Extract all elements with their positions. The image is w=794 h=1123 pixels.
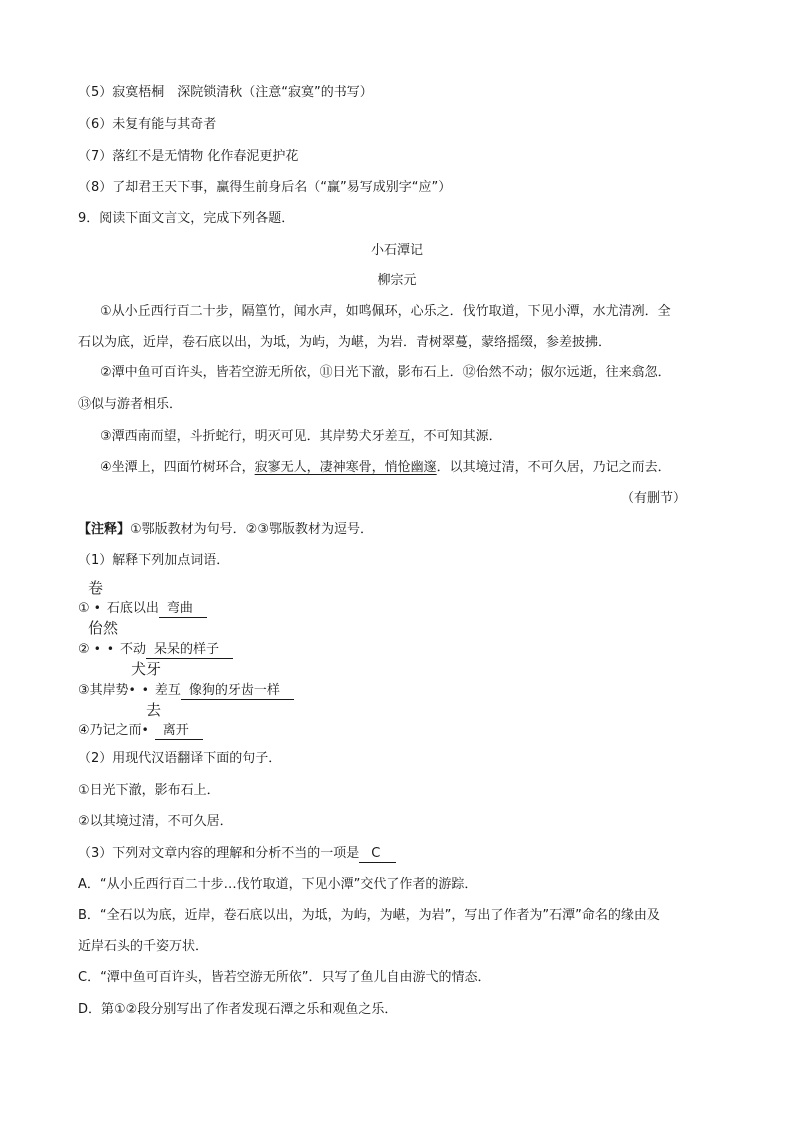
vocab-item-4 [78, 721, 203, 740]
emphasis-dots: •• [93, 642, 120, 656]
vocab-item-2-number: ② [78, 642, 94, 657]
vocab-item-3-text: 差互 [154, 683, 181, 698]
sub-question-1-prompt: （1）解释下列加点词语． [78, 553, 230, 568]
vocab-item-3-number: ③其岸势 [78, 683, 129, 698]
ruby-word-2: 佁然 [88, 619, 119, 637]
fill-in-item-6: （6）未复有能与其奇者 [78, 117, 217, 132]
vocab-item-3-answer: 像狗的牙齿一样 [181, 683, 294, 700]
annotation-text: ①鄂版教材为句号．②③鄂版教材为逗号． [130, 522, 373, 537]
option-d: D．第①②段分别写出了作者发现石潭之乐和观鱼之乐． [78, 1002, 398, 1017]
sub-question-3 [78, 845, 396, 863]
annotation-label: 【注释】 [78, 522, 131, 537]
passage-author: 柳宗元 [377, 273, 417, 288]
translate-item-2: ②以其境过清，不可久居． [78, 814, 233, 829]
sub-question-3-answer: C [359, 846, 396, 863]
vocab-item-1-number: ① [78, 601, 94, 616]
fill-in-item-5: （5）寂寞梧桐 深院锁清秋（注意“寂寞”的书写） [78, 85, 373, 100]
ruby-word-4: 去 [146, 701, 162, 719]
translate-item-1: ①日光下澈，影布石上． [78, 783, 220, 798]
vocab-item-4-number: ④乃记之而 [78, 723, 142, 738]
passage-para-2a: ②潭中鱼可百许头，皆若空游无所依，⑪日光下澈，影布石上．⑫佁然不动；俶尔远逝，往来翕忽． [100, 365, 671, 380]
source-note: （有删节） [620, 491, 686, 506]
vocab-item-1 [78, 599, 207, 618]
passage-title: 小石潭记 [370, 243, 423, 258]
vocab-item-4-answer: 离开 [155, 723, 203, 740]
fill-in-item-8: （8）了却君王天下事，赢得生前身后名（“赢”易写成别字“应”） [78, 180, 452, 195]
emphasis-dot: • [93, 601, 107, 615]
passage-para-1a: ①从小丘西行百二十步，隔篁竹，闻水声，如鸣佩环，心乐之．伐竹取道，下见小潭，水尤清冽．全 [100, 304, 671, 319]
passage-para-3: ③潭西南而望，斗折蛇行，明灭可见．其岸势犬牙差互，不可知其源． [100, 429, 502, 444]
sub-question-3-prompt: （3）下列对文章内容的理解和分析不当的一项是 [78, 846, 360, 861]
vocab-item-1-answer: 弯曲 [159, 601, 207, 618]
passage-para-4 [100, 459, 671, 477]
vocab-item-2-answer: 呆呆的样子 [146, 642, 233, 659]
option-c: C．“潭中鱼可百许头，皆若空游无所依”．只写了鱼儿自由游弋的情态． [78, 970, 491, 985]
passage-para-1b: 石以为底，近岸，卷石底以出，为坻，为屿，为嵁，为岩．青树翠蔓，蒙络摇缀，参差披拂． [78, 335, 612, 350]
fill-in-item-7: （7）落红不是无情物 化作春泥更护花 [78, 149, 299, 164]
para-4-start: ④坐潭上，四面竹树环合， [100, 460, 255, 475]
ruby-word-3: 犬牙 [131, 660, 162, 678]
ruby-word-1: 卷 [88, 579, 104, 597]
vocab-item-2-text: 不动 [119, 642, 146, 657]
para-4-end: ．以其境过清，不可久居，乃记之而去． [436, 460, 671, 475]
vocab-item-2 [78, 640, 233, 659]
question-9-prompt: 9．阅读下面文言文，完成下列各题． [78, 211, 295, 226]
passage-para-2b: ⑬似与游者相乐． [78, 397, 183, 412]
option-a: A．“从小丘西行百二十步…伐竹取道，下见小潭”交代了作者的游踪． [78, 877, 478, 892]
annotation [78, 521, 373, 539]
para-4-underlined: 寂寥无人，凄神寒骨，悄怆幽邃 [254, 460, 437, 475]
sub-question-2-prompt: （2）用现代汉语翻译下面的句子． [78, 751, 282, 766]
option-b-line-1: B．“全石以为底，近岸，卷石底以出，为坻，为屿，为嵁，为岩”，写出了作者为”石潭”命名的缘由及 [78, 908, 660, 923]
option-b-line-2: 近岸石头的千姿万状． [78, 939, 209, 954]
emphasis-dot: • [141, 723, 155, 737]
vocab-item-3 [78, 681, 294, 700]
emphasis-dots: •• [128, 683, 155, 697]
vocab-item-1-text: 石底以出 [106, 601, 159, 616]
